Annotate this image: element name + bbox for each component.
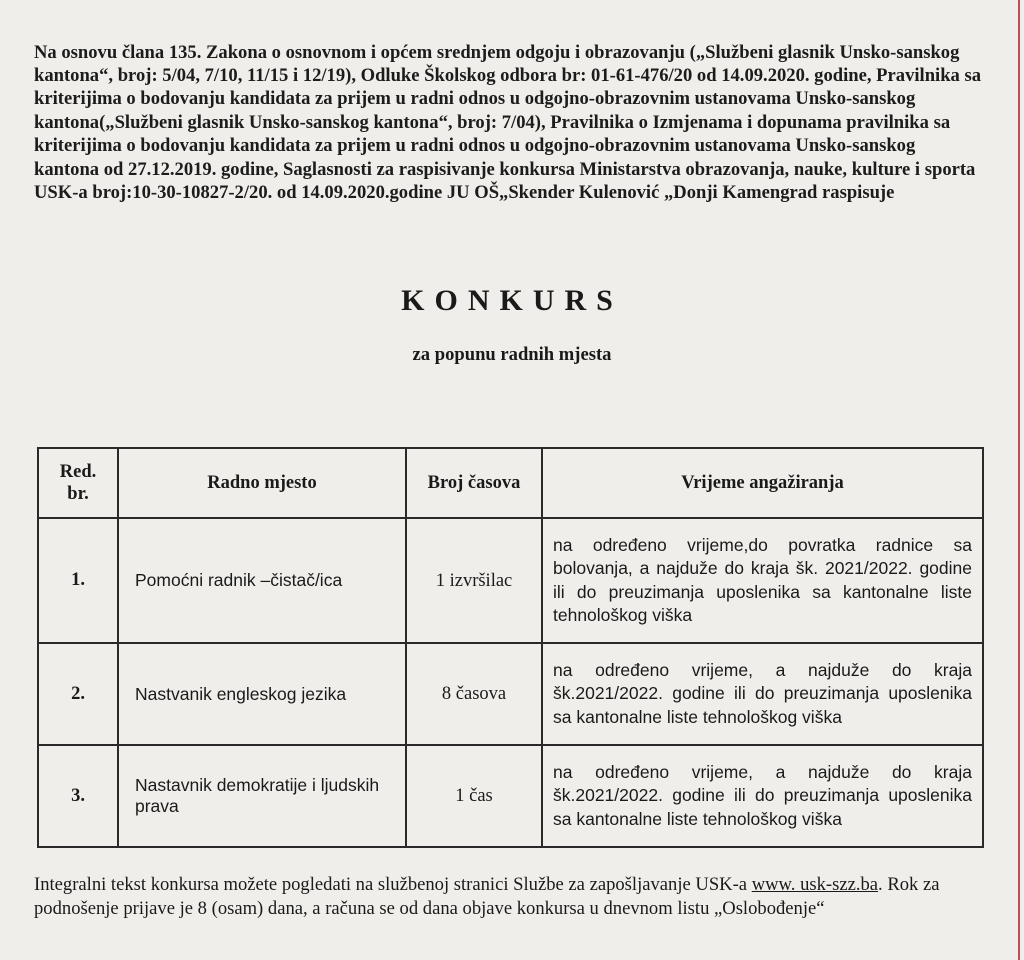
row-position: Nastvanik engleskog jezika [118,643,406,745]
red-border-line [1018,0,1020,960]
row-hours: 1 izvršilac [406,518,542,643]
table-header-row [38,448,983,518]
table-row [38,518,983,643]
positions-table [37,447,984,848]
row-hours: 1 čas [406,745,542,847]
header-engagement: Vrijeme angažiranja [542,448,983,518]
row-hours: 8 časova [406,643,542,745]
intro-paragraph: Na osnovu člana 135. Zakona o osnovnom i općem srednjem odgoju i obrazovanju („Službeni glasnik Unsko-sanskog kantona“, broj: 5/04, 7/10, 11/15 i 12/19), Odluke Školskog odbora br: 01-61-476/20 od 14.09.2020. godine, Pravilnika sa kriterijima o bodovanju kandidata za prijem u radni odnos u odgojno-obrazovnim ustanovama Unsko-sanskog kantona(„Službeni glasnik Unsko-sanskog kantona“, broj: 7/04), Pravilnika o Izmjenama i dopunama pravilnika sa kriterijima o bodovanju kandidata za prijem u radni odnos u odgojno-obrazovnim ustanovama Unsko-sanskog kantona od 27.12.2019. godine, Saglasnosti za raspisivanje konkursa Ministarstva obrazovanja, nauke, kulture i sporta USK-a broj:10-30-10827-2/20. od 14.09.2020.godine JU OŠ„Skender Kulenović „Donji Kamengrad raspisuje [34,41,982,204]
row-number: 2. [38,643,118,745]
row-engagement: na određeno vrijeme, a najduže do kraja šk.2021/2022. godine ili do preuzimanja uposlenika sa kantonalne liste tehnološkog viška [542,745,983,847]
row-engagement: na određeno vrijeme, a najduže do kraja šk.2021/2022. godine ili do preuzimanja uposlenika sa kantonalne liste tehnološkog viška [542,643,983,745]
row-number: 3. [38,745,118,847]
header-hours: Broj časova [406,448,542,518]
footer-text-before: Integralni tekst konkursa možete pogledati na službenoj stranici Službe za zapošljavanje USK-a [34,873,752,895]
footer-paragraph [34,873,984,921]
page-subtitle: za popunu radnih mjesta [412,344,612,365]
szz-website-link[interactable]: www. usk-szz.ba [751,873,879,895]
header-position: Radno mjesto [118,448,406,518]
page-title: KONKURS [401,284,623,317]
row-position: Pomoćni radnik –čistač/ica [118,518,406,643]
table-row [38,745,983,847]
header-no: Red. br. [38,448,118,518]
footer-text-after: . Rok za podnošenje prijave je 8 (osam) dana, a računa se od dana objave konkursa u dnevnom listu „Oslobođenje“ [34,873,940,919]
row-number: 1. [38,518,118,643]
row-position: Nastavnik demokratije i ljudskih prava [118,745,406,847]
row-engagement: na određeno vrijeme,do povratka radnice sa bolovanja, a najduže do kraja šk. 2021/2022. godine ili do preuzimanja uposlenika sa kantonalne liste tehnološkog viška [542,518,983,643]
table-row [38,643,983,745]
